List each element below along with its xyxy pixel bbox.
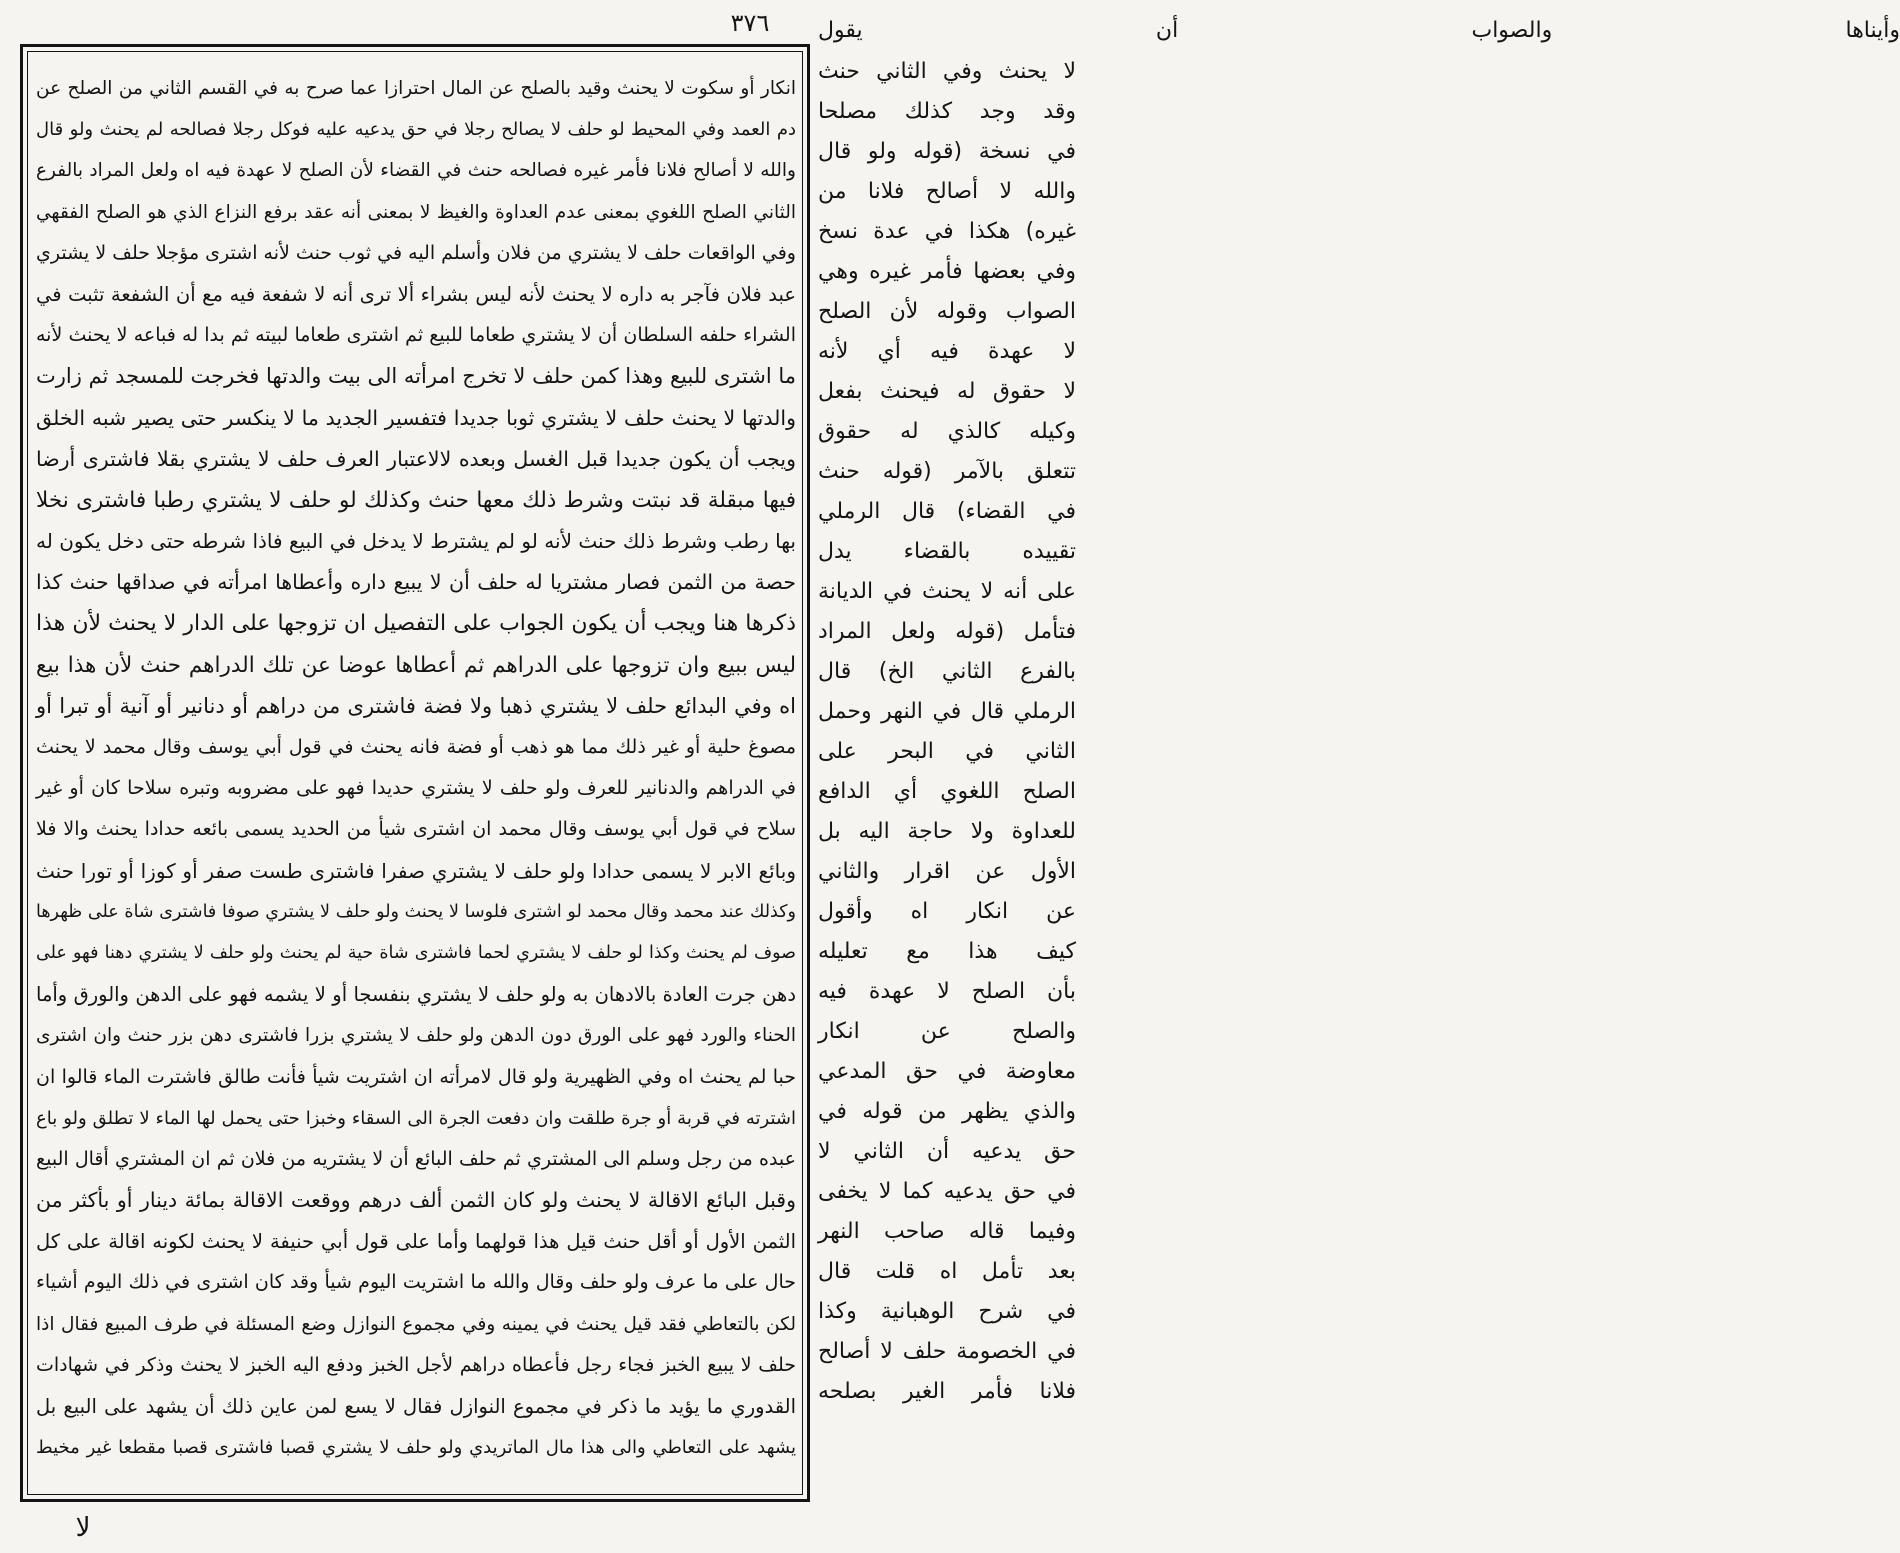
margin-note-line: كيف هذا مع تعليله — [818, 939, 1076, 964]
margin-note-line: والصلح عن انكار — [818, 1019, 1076, 1044]
margin-note-line: وقد وجد كذلك مصلحا — [818, 99, 1076, 124]
main-text-line: فيها مبقلة قد نبتت وشرط ذلك معها حنث وكذلك لو حلف لا يشتري رطبا فاشترى نخلا — [36, 487, 796, 513]
main-text-line: دهن جرت العادة بالادهان به ولو حلف لا يشتري بنفسجا أو لا يشمه فهو على الدهن والورق وأما — [36, 983, 796, 1007]
margin-note-line: عن انكار اه وأقول — [818, 899, 1076, 924]
margin-note-line: بأن الصلح لا عهدة فيه — [818, 979, 1076, 1004]
margin-note-line: غيره) هكذا في عدة نسخ — [818, 219, 1076, 244]
margin-note-line: والله لا أصالح فلانا من — [818, 179, 1076, 204]
main-text-line: ليس ببيع وان تزوجها على الدراهم ثم أعطاها عوضا عن تلك الدراهم حنث لأن هذا بيع — [36, 652, 796, 678]
margin-note-line: تتعلق بالآمر (قوله حنث — [818, 459, 1076, 484]
main-text-line: بها رطب وشرط ذلك حنث لأنه لو لم يشترط لا يدخل في البيع فاذا شرطه حتى دخل يكون له — [36, 529, 796, 554]
margin-note-line: وفي بعضها فأمر غيره وهي — [818, 259, 1076, 284]
margin-note-line: لا حقوق له فيحنث بفعل — [818, 379, 1076, 404]
main-text-line: لكن بالتعاطي فقد قيل يحنث في يمينه وفي مجموع النوازل وضع المسئلة في طرف المبيع فقال اذا — [36, 1313, 796, 1335]
margin-note-line: حق يدعيه أن الثاني لا — [818, 1139, 1076, 1164]
margin-note-line: في شرح الوهبانية وكذا — [818, 1299, 1076, 1324]
page-number: ٣٧٦ — [730, 9, 770, 37]
main-text-line: وكذلك عند محمد وقال محمد لو اشترى فلوسا لا يحنث ولو حلف لا يشتري صوفا فاشترى شاة على ظهرها — [36, 901, 796, 922]
margin-note-line: في القضاء) قال الرملي — [818, 499, 1076, 524]
margin-note-line: والذي يظهر من قوله في — [818, 1099, 1076, 1124]
margin-note-line: للعداوة ولا حاجة اليه بل — [818, 819, 1076, 844]
margin-note-line: في الخصومة حلف لا أصالح — [818, 1339, 1076, 1364]
main-text-line: الثمن الأول أو أقل حنث قيل هذا قولهما وأما على قول أبي حنيفة لا يحنث لكونه اقالة على كل — [36, 1230, 796, 1254]
main-text-line: الثاني الصلح اللغوي بمعنى عدم العداوة والغيظ لا بمعنى أنه عقد برفع النزاع الذي هو الصلح الفقهي — [36, 201, 796, 223]
main-text-line: ذكرها هنا ويجب أن يكون الجواب على التفصيل ان تزوجها على الدار لا يحنث لأن هذا — [36, 611, 796, 637]
main-text-line: حال على ما عرف ولو حلف وقال والله ما اشتريت اليوم شيأ وقد كان اشترى في ذلك اليوم أشياء — [36, 1271, 796, 1294]
margin-note-line: في نسخة (قوله ولو قال — [818, 139, 1076, 164]
margin-note-line: تقييده بالقضاء يدل — [818, 539, 1076, 564]
main-text-line: عبده من رجل وسلم الى المشتري ثم حلف البائع أن لا يشتريه من فلان ثم ان المشتري أقال البيع — [36, 1147, 796, 1170]
margin-note-line: الثاني في البحر على — [818, 739, 1076, 764]
catchword: لا — [75, 1513, 91, 1543]
main-text-line: حلف لا يبيع الخبز فجاء رجل فأعطاه دراهم لأجل الخبز ودفع اليه الخبز لا يحنث وذكر في شهادات — [36, 1353, 796, 1376]
main-text-line: انكار أو سكوت لا يحنث وقيد بالصلح عن المال احترازا عما صرح به في القسم الثاني من الصلح عن — [36, 78, 796, 99]
main-text-line: ما اشترى للبيع وهذا كمن حلف لا تخرج امرأته الى بيت والدتها فخرجت للمسجد ثم زارت — [36, 364, 796, 389]
margin-note-line: الرملي قال في النهر وحمل — [818, 699, 1076, 724]
margin-note-line: الصواب وقوله لأن الصلح — [818, 299, 1076, 324]
main-text-line: والدتها لا يحنث حلف لا يشتري ثوبا جديدا فتفسير الجديد ما لا ينكسر حتى يصير شبه الخلق — [36, 405, 796, 430]
margin-note-line: وكيله كالذي له حقوق — [818, 419, 1076, 444]
margin-note-line: الصلح اللغوي أي الدافع — [818, 779, 1076, 804]
main-text-line: دم العمد وفي المحيط لو حلف لا يصالح رجلا في حق يدعيه عليه فوكل رجلا فصالحه لم يحنث ولو قال — [36, 119, 796, 141]
margin-note-line: على أنه لا يحنث في الديانة — [818, 579, 1076, 604]
margin-note-line: في حق يدعيه كما لا يخفى — [818, 1179, 1076, 1204]
margin-notes-column — [818, 52, 1076, 1412]
main-text-line: حبا لم يحنث اه وفي الظهيرية ولو قال لامرأته ان اشتريت شيأ فأنت طالق فاشترت الماء قالوا ان — [36, 1065, 796, 1088]
main-text-line: الحناء والورد فهو على الورق دون الدهن ولو حلف لا يشتري بزرا فاشترى دهن بزر حنث وان اشترى — [36, 1025, 796, 1047]
main-text-line: اه وفي البدائع حلف لا يشتري ذهبا ولا فضة فاشترى من دراهم أو دنانير أو آنية أو تبرا أو — [36, 693, 796, 718]
margin-note-line: فتأمل (قوله ولعل المراد — [818, 619, 1076, 644]
margin-note-line: معاوضة في حق المدعي — [818, 1059, 1076, 1084]
margin-note-line: بعد تأمل اه قلت قال — [818, 1259, 1076, 1284]
main-text-line: وقبل البائع الاقالة لا يحنث ولو كان الثمن ألف درهم ووقعت الاقالة بمائة دينار أو بأكثر من — [36, 1188, 796, 1213]
main-text-line: والله لا أصالح فلانا فأمر غيره فصالحه حنث في القضاء لأن الصلح لا عهدة فيه اه ولعل المراد بالفرع — [36, 160, 796, 182]
margin-note-line: لا عهدة فيه أي لأنه — [818, 339, 1076, 364]
main-text-line: حصة من الثمن فصار مشتريا له حلف أن لا يبيع داره وأعطاها امرأته في صداقها حنث كذا — [36, 570, 796, 595]
main-text-line: صوف لم يحنث وكذا لو حلف لا يشتري لحما فاشترى شاة حية لم يحنث ولو حلف لا يشتري دهنا فهو على — [36, 942, 796, 963]
main-text-line: في الدراهم والدنانير للعرف ولو حلف لا يشتري حديدا فهو على مضروبه وتبره سلاحا كان أو غير — [36, 777, 796, 800]
main-text-line: يشهد على التعاطي والى هذا مال الماتريدي ولو حلف لا يشتري قصبا فاشترى قصبا مقطعا غير مخيط — [36, 1437, 796, 1459]
main-text-line: وبائع الابر لا يسمى حدادا ولو حلف لا يشتري صفرا فاشترى طست صفر أو كوزا أو تورا حنث — [36, 858, 796, 883]
main-text-line: الشراء حلفه السلطان أن لا يشتري طعاما للبيع ثم اشترى طعاما لبيته ثم بدا له فباعه لا يحنث لأنه — [36, 324, 796, 347]
main-text-line: سلاح في قول أبي يوسف وقال محمد ان اشترى شيأ من الحديد يسمى بائعه حدادا يحنث والا فلا — [36, 818, 796, 841]
main-text-block — [36, 68, 796, 1468]
margin-note-line: الأول عن اقرار والثاني — [818, 859, 1076, 884]
main-text-line: وفي الواقعات حلف لا يشتري من فلان وأسلم اليه في ثوب حنث لأنه اشترى مؤجلا حلف لا يشتري — [36, 241, 796, 264]
margin-note-line: لا يحنث وفي الثاني حنث — [818, 59, 1076, 84]
margin-note-line: فلانا فأمر الغير بصلحه — [818, 1379, 1076, 1404]
main-text-line: القدوري ما يؤيد ما ذكر في مجموع النوازل فقال لا يسع لمن عاين ذلك أن يشهد على البيع بل — [36, 1395, 796, 1418]
main-text-line: مصوغ حلية أو غير ذلك مما هو ذهب أو فضة فانه يحنث في قول أبي يوسف وقال محمد لا يحنث — [36, 736, 796, 758]
main-text-line: عبد فلان فآجر به داره لا يحنث لأنه ليس بشراء ألا ترى أنه لا شفعة فيه مع أن الشفعة تثبت في — [36, 282, 796, 306]
margin-note-header: وأيناها والصواب أن يقول — [818, 18, 1900, 43]
margin-note-line: بالفرع الثاني الخ) قال — [818, 659, 1076, 684]
main-text-line: اشترته في قربة أو جرة طلقت وان دفعت الجرة الى السقاء وخبزا حتى يحمل لها الماء لا تطلق ولو باع — [36, 1107, 796, 1129]
main-text-line: ويجب أن يكون جديدا قبل الغسل وبعده لالاعتبار العرف حلف لا يشتري بقلا فاشترى أرضا — [36, 446, 796, 471]
margin-note-line: وفيما قاله صاحب النهر — [818, 1219, 1076, 1244]
